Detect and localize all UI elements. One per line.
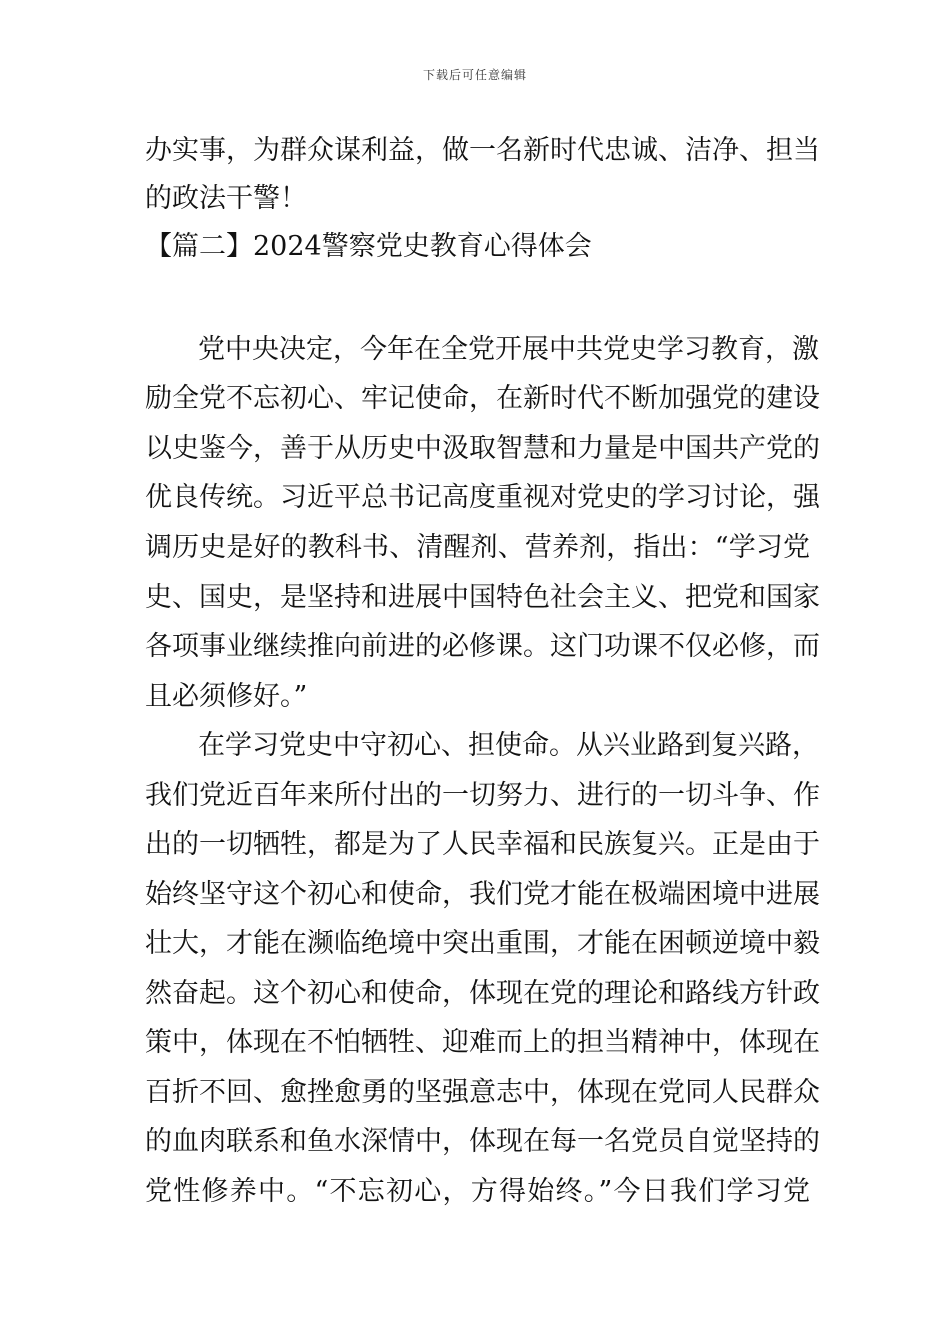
paragraph-2-line: 百折不回、愈挫愈勇的坚强意志中，体现在党同人民群众 xyxy=(145,1077,820,1108)
paragraph-1-line: 以史鉴今，善于从历史中汲取智慧和力量是中国共产党的 xyxy=(145,433,820,464)
section-heading: 【篇二】2024警察党史教育心得体会 xyxy=(145,231,592,262)
paragraph-2-line: 的血肉联系和鱼水深情中，体现在每一名党员自觉坚持的 xyxy=(145,1126,820,1157)
body-line: 的政法干警！ xyxy=(145,183,307,214)
paragraph-2-line: 党性修养中。“不忘初心，方得始终。”今日我们学习党 xyxy=(145,1176,810,1207)
paragraph-1-line: 优良传统。习近平总书记高度重视对党史的学习讨论，强 xyxy=(145,482,820,513)
paragraph-1-line: 调历史是好的教科书、清醒剂、营养剂，指出：“学习党 xyxy=(145,532,810,563)
paragraph-1-line: 且必须修好。” xyxy=(145,681,308,712)
paragraph-2-line: 出的一切牺牲，都是为了人民幸福和民族复兴。正是由于 xyxy=(145,829,820,860)
page-header-note: 下载后可任意编辑 xyxy=(422,68,527,82)
paragraph-2-line: 策中，体现在不怕牺牲、迎难而上的担当精神中，体现在 xyxy=(145,1027,820,1058)
paragraph-1-line: 励全党不忘初心、牢记使命，在新时代不断加强党的建设 xyxy=(145,383,820,414)
body-line: 办实事，为群众谋利益，做一名新时代忠诚、洁净、担当 xyxy=(145,135,820,166)
paragraph-1-line: 史、国史，是坚持和进展中国特色社会主义、把党和国家 xyxy=(145,582,820,613)
paragraph-2-line: 在学习党史中守初心、担使命。从兴业路到复兴路， xyxy=(198,730,819,761)
paragraph-2-line: 始终坚守这个初心和使命，我们党才能在极端困境中进展 xyxy=(145,879,820,910)
paragraph-1-line: 党中央决定，今年在全党开展中共党史学习教育，激 xyxy=(198,334,819,365)
paragraph-2-line: 我们党近百年来所付出的一切努力、进行的一切斗争、作 xyxy=(145,780,820,811)
paragraph-2-line: 壮大，才能在濒临绝境中突出重围，才能在困顿逆境中毅 xyxy=(145,928,820,959)
paragraph-1-line: 各项事业继续推向前进的必修课。这门功课不仅必修，而 xyxy=(145,631,820,662)
paragraph-2-line: 然奋起。这个初心和使命，体现在党的理论和路线方针政 xyxy=(145,978,820,1009)
